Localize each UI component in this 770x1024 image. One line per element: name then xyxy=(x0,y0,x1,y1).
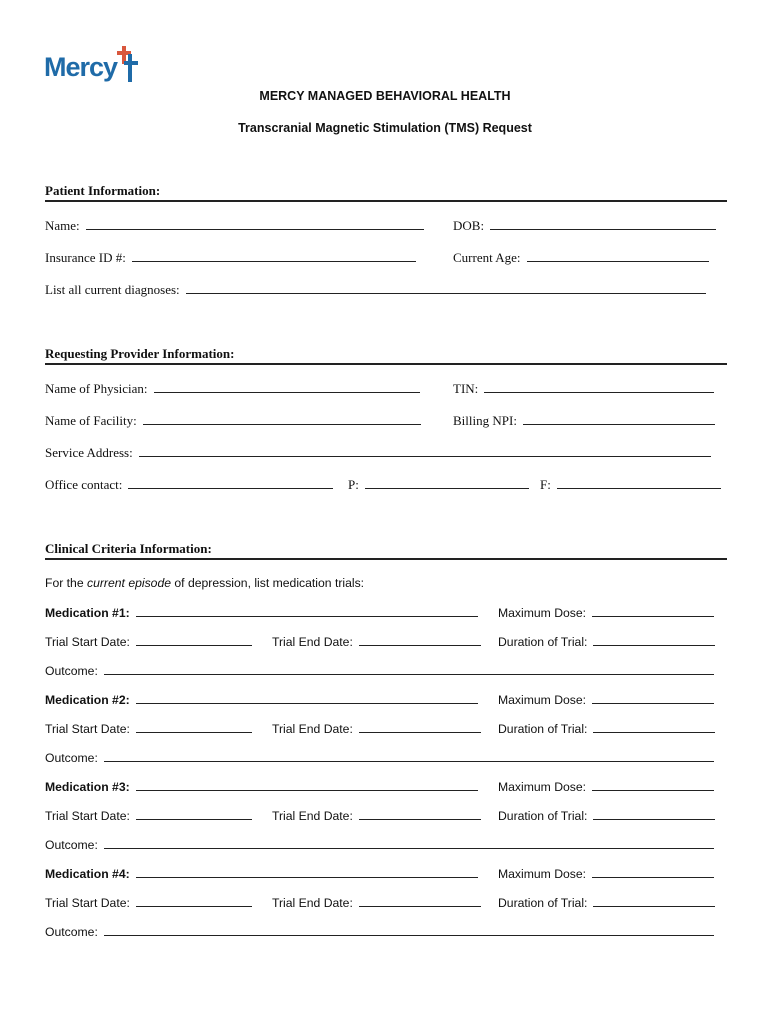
trial-end-field[interactable] xyxy=(359,895,481,907)
trial-end-label: Trial End Date: xyxy=(272,809,353,823)
trial-start-label: Trial Start Date: xyxy=(45,809,130,823)
medication-field[interactable] xyxy=(136,779,478,791)
outcome-label: Outcome: xyxy=(45,751,98,765)
trial-end-row xyxy=(272,808,481,823)
outcome-field[interactable] xyxy=(104,750,714,762)
npi-label: Billing NPI: xyxy=(453,413,517,428)
outcome-label: Outcome: xyxy=(45,838,98,852)
physician-row xyxy=(45,381,420,397)
facility-row xyxy=(45,413,421,429)
trial-start-row xyxy=(45,895,252,910)
trial-end-label: Trial End Date: xyxy=(272,722,353,736)
medication-label: Medication #2: xyxy=(45,693,130,707)
max-dose-label: Maximum Dose: xyxy=(498,867,587,881)
age-field[interactable] xyxy=(527,250,709,262)
insurance-field[interactable] xyxy=(132,250,416,262)
duration-label: Duration of Trial: xyxy=(498,722,588,736)
insurance-label: Insurance ID #: xyxy=(45,250,126,265)
trial-end-field[interactable] xyxy=(359,721,481,733)
diagnoses-field[interactable] xyxy=(186,282,706,294)
outcome-field[interactable] xyxy=(104,837,714,849)
physician-field[interactable] xyxy=(154,381,420,393)
trial-start-row xyxy=(45,634,252,649)
medication-field[interactable] xyxy=(136,605,478,617)
tin-field[interactable] xyxy=(484,381,714,393)
insurance-row xyxy=(45,250,416,266)
diagnoses-label: List all current diagnoses: xyxy=(45,282,180,297)
trial-start-label: Trial Start Date: xyxy=(45,896,130,910)
max-dose-row xyxy=(498,779,714,794)
medication-row xyxy=(45,605,478,620)
name-label: Name: xyxy=(45,218,80,233)
clinical-intro xyxy=(45,576,364,590)
medication-label: Medication #3: xyxy=(45,780,130,794)
patient-name-field[interactable] xyxy=(86,218,424,230)
medication-row xyxy=(45,692,478,707)
address-label: Service Address: xyxy=(45,445,133,460)
phone-label: P: xyxy=(348,477,359,492)
trial-start-row xyxy=(45,721,252,736)
duration-field[interactable] xyxy=(593,895,715,907)
max-dose-label: Maximum Dose: xyxy=(498,606,587,620)
duration-row xyxy=(498,895,715,910)
fax-row xyxy=(540,477,721,493)
max-dose-label: Maximum Dose: xyxy=(498,693,587,707)
trial-end-field[interactable] xyxy=(359,808,481,820)
tin-label: TIN: xyxy=(453,381,479,396)
outcome-row xyxy=(45,924,714,939)
patient-info-heading: Patient Information: xyxy=(45,183,727,202)
trial-end-row xyxy=(272,721,481,736)
outcome-row xyxy=(45,837,714,852)
duration-row xyxy=(498,634,715,649)
duration-row xyxy=(498,721,715,736)
tin-row xyxy=(453,381,714,397)
fax-label: F: xyxy=(540,477,551,492)
outcome-label: Outcome: xyxy=(45,925,98,939)
mercy-logo xyxy=(44,44,164,84)
intro-pre: For the xyxy=(45,576,87,590)
outcome-label: Outcome: xyxy=(45,664,98,678)
trial-start-row xyxy=(45,808,252,823)
clinical-info-heading: Clinical Criteria Information: xyxy=(45,541,727,560)
outcome-row xyxy=(45,750,714,765)
facility-label: Name of Facility: xyxy=(45,413,137,428)
duration-label: Duration of Trial: xyxy=(498,896,588,910)
duration-field[interactable] xyxy=(593,634,715,646)
age-row xyxy=(453,250,709,266)
trial-start-label: Trial Start Date: xyxy=(45,635,130,649)
form-title: Transcranial Magnetic Stimulation (TMS) Request xyxy=(238,121,532,135)
outcome-field[interactable] xyxy=(104,924,714,936)
trial-start-field[interactable] xyxy=(136,895,252,907)
phone-field[interactable] xyxy=(365,477,529,489)
intro-emphasis: current episode xyxy=(87,576,172,590)
medication-label: Medication #1: xyxy=(45,606,130,620)
org-title: MERCY MANAGED BEHAVIORAL HEALTH xyxy=(259,89,511,103)
contact-label: Office contact: xyxy=(45,477,123,492)
logo-text: Mercy xyxy=(44,52,118,82)
max-dose-field[interactable] xyxy=(592,866,714,878)
duration-label: Duration of Trial: xyxy=(498,809,588,823)
intro-post: of depression, list medication trials: xyxy=(171,576,365,590)
max-dose-row xyxy=(498,866,714,881)
outcome-row xyxy=(45,663,714,678)
trial-end-row xyxy=(272,634,481,649)
dob-row xyxy=(453,218,716,234)
medication-row xyxy=(45,866,478,881)
trial-start-label: Trial Start Date: xyxy=(45,722,130,736)
trial-start-field[interactable] xyxy=(136,634,252,646)
npi-field[interactable] xyxy=(523,413,715,425)
phone-row xyxy=(348,477,529,493)
address-row xyxy=(45,445,711,461)
trial-end-row xyxy=(272,895,481,910)
max-dose-field[interactable] xyxy=(592,692,714,704)
diagnoses-row xyxy=(45,282,706,298)
patient-name-row xyxy=(45,218,424,234)
provider-info-heading: Requesting Provider Information: xyxy=(45,346,727,365)
max-dose-field[interactable] xyxy=(592,779,714,791)
outcome-field[interactable] xyxy=(104,663,714,675)
facility-field[interactable] xyxy=(143,413,421,425)
medication-field[interactable] xyxy=(136,692,478,704)
max-dose-field[interactable] xyxy=(592,605,714,617)
trial-end-field[interactable] xyxy=(359,634,481,646)
physician-label: Name of Physician: xyxy=(45,381,148,396)
dob-field[interactable] xyxy=(490,218,716,230)
dob-label: DOB: xyxy=(453,218,485,233)
age-label: Current Age: xyxy=(453,250,521,265)
duration-field[interactable] xyxy=(593,808,715,820)
address-field[interactable] xyxy=(139,445,711,457)
duration-field[interactable] xyxy=(593,721,715,733)
npi-row xyxy=(453,413,715,429)
max-dose-row xyxy=(498,605,714,620)
max-dose-label: Maximum Dose: xyxy=(498,780,587,794)
fax-field[interactable] xyxy=(557,477,721,489)
office-contact-row xyxy=(45,477,333,493)
trial-end-label: Trial End Date: xyxy=(272,896,353,910)
duration-row xyxy=(498,808,715,823)
max-dose-row xyxy=(498,692,714,707)
cross-icon xyxy=(114,44,140,84)
medication-label: Medication #4: xyxy=(45,867,130,881)
trial-end-label: Trial End Date: xyxy=(272,635,353,649)
medication-field[interactable] xyxy=(136,866,478,878)
duration-label: Duration of Trial: xyxy=(498,635,588,649)
trial-start-field[interactable] xyxy=(136,808,252,820)
contact-field[interactable] xyxy=(128,477,333,489)
medication-row xyxy=(45,779,478,794)
trial-start-field[interactable] xyxy=(136,721,252,733)
